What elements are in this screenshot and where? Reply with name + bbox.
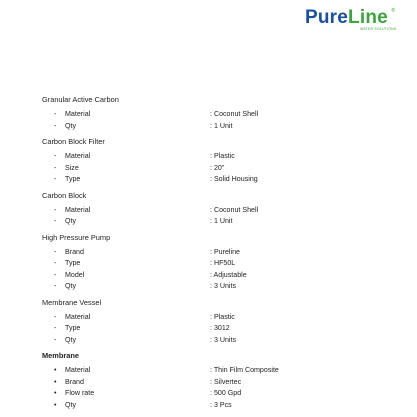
spec-key: Qty <box>65 282 77 290</box>
spec-value: : 3 Pcs <box>210 400 232 409</box>
spec-key: Qty <box>65 400 77 409</box>
bullet-marker: - <box>54 110 57 118</box>
spec-key: Material <box>65 110 91 118</box>
spec-value: : Thin Film Composite <box>210 366 279 374</box>
spec-value: : Coconut Shell <box>210 110 259 118</box>
spec-row <box>42 247 402 259</box>
spec-section <box>42 191 402 228</box>
spec-row <box>42 377 402 389</box>
spec-value: : 1 Unit <box>210 121 233 130</box>
bullet-marker: - <box>54 175 57 183</box>
spec-key: Qty <box>65 335 77 344</box>
logo-tagline: WATER SOLUTIONS <box>360 27 397 31</box>
spec-value: : 3 Units <box>210 282 237 290</box>
spec-value: : Adjustable <box>210 270 247 279</box>
bullet-marker: • <box>54 389 57 397</box>
bullet-marker: - <box>54 312 57 321</box>
spec-key: Type <box>65 259 81 267</box>
bullet-marker: - <box>54 152 57 160</box>
bullet-marker: - <box>54 259 57 267</box>
section-title: High Pressure Pump <box>42 232 111 242</box>
spec-value: : 1 Unit <box>210 217 233 225</box>
spec-row <box>42 109 402 121</box>
bullet-marker: • <box>54 400 57 409</box>
bullet-marker: - <box>54 270 57 279</box>
spec-key: Material <box>65 312 91 321</box>
spec-row <box>42 365 402 377</box>
spec-key: Brand <box>65 247 84 256</box>
spec-value: : Pureline <box>210 247 240 256</box>
spec-section <box>42 137 402 186</box>
spec-row <box>42 281 402 293</box>
section-title: Carbon Block <box>42 190 87 200</box>
spec-key: Material <box>65 205 91 214</box>
spec-row <box>42 163 402 175</box>
spec-value: : 500 Gpd <box>210 389 242 397</box>
section-title: Granular Active Carbon <box>42 95 119 104</box>
registered-mark: ® <box>391 8 395 14</box>
spec-row <box>42 151 402 163</box>
logo-wordmark <box>305 8 397 27</box>
spec-row <box>42 174 402 186</box>
spec-key: Material <box>65 366 91 374</box>
section-title: Membrane <box>42 351 79 360</box>
spec-key: Brand <box>65 377 84 386</box>
spec-row <box>42 270 402 282</box>
bullet-marker: - <box>54 163 57 172</box>
logo-word-pure: Pure <box>305 7 349 28</box>
spec-value: : Plastic <box>210 312 235 321</box>
spec-value: : HF50L <box>210 259 236 267</box>
spec-key: Model <box>65 270 85 279</box>
bullet-marker: - <box>54 247 57 256</box>
spec-key: Qty <box>65 217 77 225</box>
spec-row <box>42 388 402 400</box>
spec-section <box>42 298 402 347</box>
bullet-marker: - <box>54 282 57 290</box>
spec-key: Type <box>65 324 81 332</box>
spec-key: Flow rate <box>65 389 95 397</box>
spec-row <box>42 400 402 412</box>
spec-section <box>42 351 402 411</box>
bullet-marker: - <box>54 205 57 214</box>
section-title: Carbon Block Filter <box>42 137 105 146</box>
spec-section <box>42 95 402 132</box>
spec-value: : Solid Housing <box>210 175 258 183</box>
spec-value: : 3012 <box>210 324 230 332</box>
spec-section <box>42 233 402 293</box>
spec-value: : Coconut Shell <box>210 205 259 214</box>
spec-value: : Silvertec <box>210 377 242 386</box>
spec-value: : Plastic <box>210 152 235 160</box>
spec-value: : 20" <box>210 163 225 172</box>
spec-row <box>42 121 402 133</box>
spec-key: Material <box>65 152 91 160</box>
bullet-marker: • <box>54 377 57 386</box>
spec-list <box>42 95 402 416</box>
spec-key: Type <box>65 175 81 183</box>
spec-row <box>42 258 402 270</box>
spec-row <box>42 323 402 335</box>
bullet-marker: - <box>54 217 57 225</box>
bullet-marker: - <box>54 335 57 344</box>
spec-value: : 3 Units <box>210 335 237 344</box>
bullet-marker: • <box>54 366 57 374</box>
spec-row <box>42 216 402 228</box>
section-title: Membrane Vessel <box>42 297 102 307</box>
spec-row <box>42 205 402 217</box>
spec-row <box>42 335 402 347</box>
bullet-marker: - <box>54 121 57 130</box>
spec-key: Qty <box>65 121 77 130</box>
logo-word-line: Line <box>348 7 388 28</box>
pureline-logo <box>305 8 397 34</box>
spec-row <box>42 312 402 324</box>
spec-key: Size <box>65 163 79 172</box>
bullet-marker: - <box>54 324 57 332</box>
